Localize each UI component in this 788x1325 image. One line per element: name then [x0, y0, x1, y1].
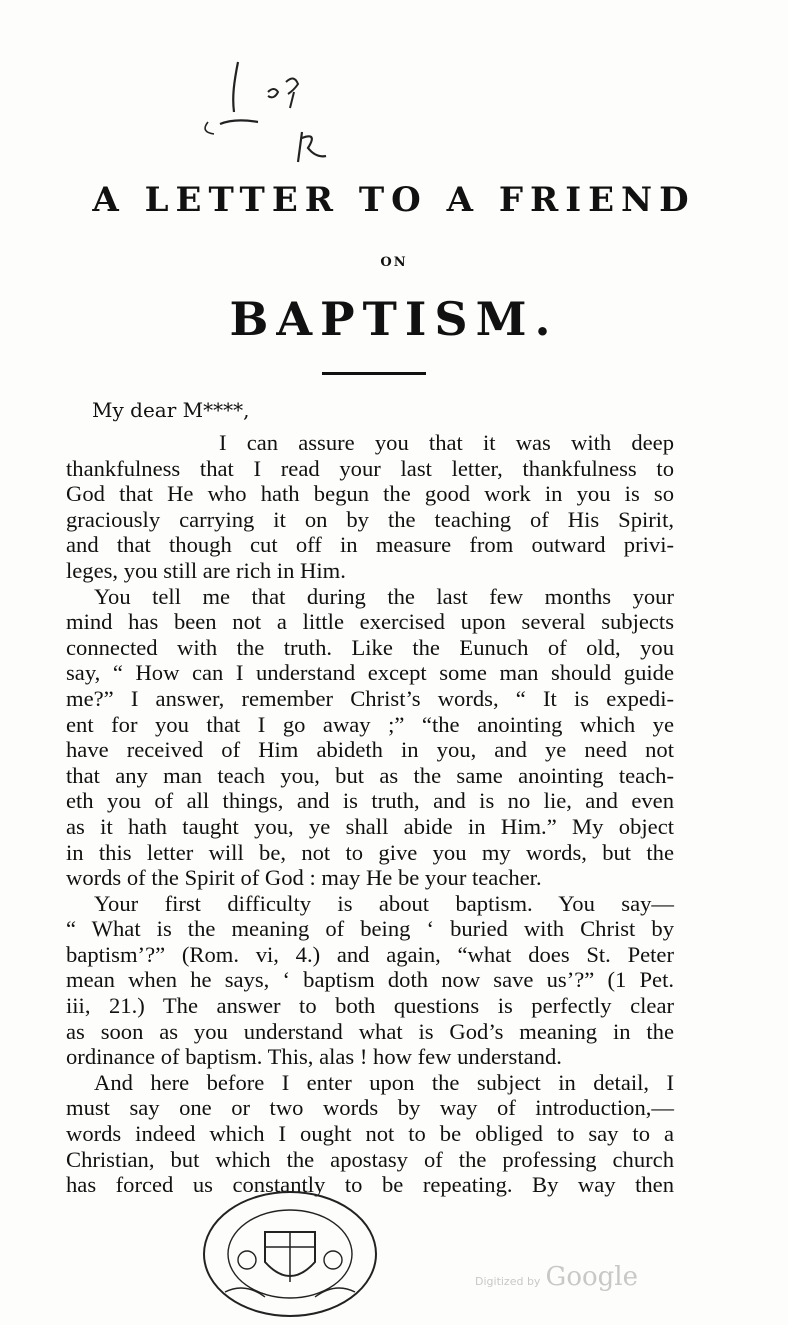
text-line: must say one or two words by way of introduction,— [66, 1095, 674, 1121]
text-line: in this letter will be, not to give you my words, but the [66, 839, 674, 865]
text-line: me?” I answer, remember Christ’s words, “ It is expedi- [66, 685, 674, 711]
text-line: ent for you that I go away ;” “the anointing which ye [66, 711, 674, 737]
text-line: iii, 21.) The answer to both questions is perfectly clear [66, 993, 674, 1019]
salutation: My dear M****, [92, 398, 250, 422]
handwritten-shelfmark [190, 52, 340, 172]
text-line: I can assure you that it was with deep [219, 430, 674, 455]
text-line: leges, you still are rich in Him. [66, 557, 346, 583]
text-line: mind has been not a little exercised upon several subjects [66, 609, 674, 635]
text-line: baptism’?” (Rom. vi, 4.) and again, “what does St. Peter [66, 941, 674, 967]
text-line: graciously carrying it on by the teaching of His Spirit, [66, 506, 674, 532]
text-line: ordinance of baptism. This, alas ! how few understand. [66, 1044, 562, 1070]
text-line: have received of Him abideth in you, and ye need not [66, 737, 674, 763]
letter-body [66, 430, 674, 1198]
title-divider [322, 372, 426, 375]
text-line: thankfulness that I read your last letter, thankfulness to [66, 455, 674, 481]
text-line: has forced us constantly to be repeating. By way then [66, 1172, 674, 1198]
text-line: mean when he says, ‘ baptism doth now save us’?” (1 Pet. [66, 967, 674, 993]
text-line: connected with the truth. Like the Eunuch of old, you [66, 634, 674, 660]
text-line: say, “ How can I understand except some man should guide [66, 660, 674, 686]
digitized-watermark [475, 1262, 638, 1292]
text-line: that any man teach you, but as the same anointing teach- [66, 762, 674, 788]
library-stamp-icon [195, 1182, 385, 1317]
document-title: A LETTER TO A FRIEND [92, 180, 696, 220]
text-line: Christian, but which the apostasy of the professing church [66, 1146, 674, 1172]
text-line: as soon as you understand what is God’s meaning in the [66, 1018, 674, 1044]
text-line: as it hath taught you, ye shall abide in Him.” My object [66, 813, 674, 839]
google-logo: Google [545, 1262, 638, 1292]
text-line: And here before I enter upon the subject in detail, I [94, 1069, 674, 1095]
digitized-label: Digitized by [475, 1275, 541, 1288]
text-line: and that though cut off in measure from outward privi- [66, 532, 674, 558]
text-line: words of the Spirit of God : may He be your teacher. [66, 865, 542, 891]
text-line: God that He who hath begun the good work in you is so [66, 481, 674, 507]
text-line: “ What is the meaning of being ‘ buried with Christ by [66, 916, 674, 942]
title-connector: ON [380, 255, 408, 270]
document-subject: BAPTISM. [229, 292, 559, 346]
text-line: eth you of all things, and is truth, and is no lie, and even [66, 788, 674, 814]
text-line: Your first difficulty is about baptism. You say— [94, 890, 674, 916]
text-line: You tell me that during the last few months your [94, 583, 674, 609]
text-line: words indeed which I ought not to be obliged to say to a [66, 1121, 674, 1147]
